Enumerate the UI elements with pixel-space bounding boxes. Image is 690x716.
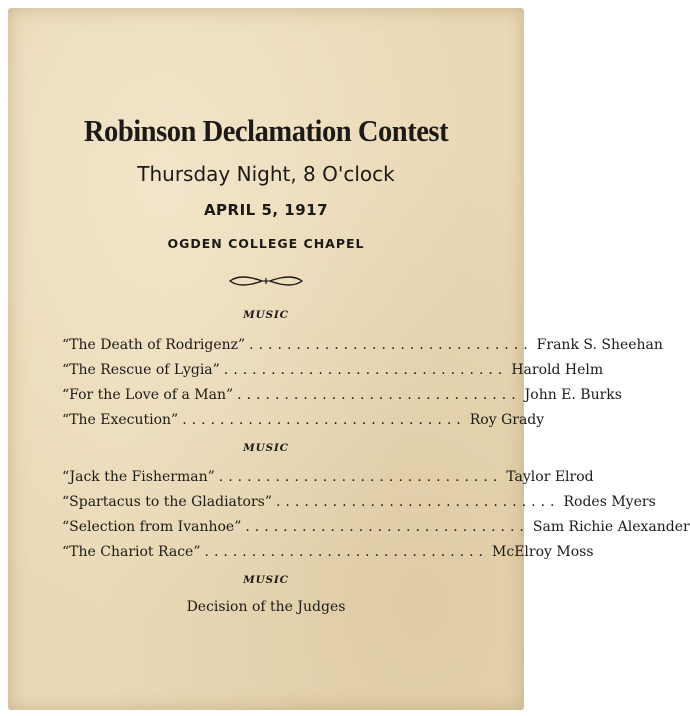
speaker-name: Harold Helm xyxy=(511,362,604,378)
speaker-name: Roy Grady xyxy=(469,412,545,428)
closing-line: Decision of the Judges xyxy=(186,599,346,615)
program-entry xyxy=(62,494,656,510)
dot-leader: .............................. xyxy=(218,469,503,485)
declamation-title: “The Execution” xyxy=(62,412,179,428)
dot-leader: .............................. xyxy=(245,519,529,535)
program-venue: OGDEN COLLEGE CHAPEL xyxy=(167,236,365,251)
program-entry xyxy=(62,544,594,560)
dot-leader: .............................. xyxy=(182,412,466,428)
program-date: APRIL 5, 1917 xyxy=(203,201,329,219)
program-entry xyxy=(62,469,594,485)
declamation-title: “Jack the Fisherman” xyxy=(62,469,215,485)
speaker-name: John E. Burks xyxy=(524,387,622,403)
dot-leader: .............................. xyxy=(237,387,521,403)
declamation-title: “The Death of Rodrigenz” xyxy=(62,337,246,353)
program-entry xyxy=(62,387,622,403)
dot-leader: .............................. xyxy=(223,362,508,378)
declamation-title: “Spartacus to the Gladiators” xyxy=(62,494,272,510)
speaker-name: Rodes Myers xyxy=(563,494,656,510)
dot-leader: .............................. xyxy=(204,544,489,560)
program-entry xyxy=(62,519,690,535)
declamation-title: “For the Love of a Man” xyxy=(62,387,234,403)
declamation-title: “The Chariot Race” xyxy=(62,544,201,560)
program-entry xyxy=(62,412,545,428)
dot-leader: .............................. xyxy=(249,337,533,353)
music-interlude-label: MUSIC xyxy=(243,442,289,454)
speaker-name: Sam Richie Alexander xyxy=(532,519,690,535)
music-interlude-label: MUSIC xyxy=(243,309,289,321)
declamation-title: “The Rescue of Lygia” xyxy=(62,362,220,378)
program-subtitle: Thursday Night, 8 O'clock xyxy=(137,162,395,186)
dot-leader: .............................. xyxy=(275,494,560,510)
declamation-title: “Selection from Ivanhoe” xyxy=(62,519,242,535)
speaker-name: Taylor Elrod xyxy=(506,469,594,485)
speaker-name: McElroy Moss xyxy=(492,544,594,560)
speaker-name: Frank S. Sheehan xyxy=(536,337,663,353)
program-title: Robinson Declamation Contest xyxy=(83,113,449,148)
ornament-icon xyxy=(228,275,304,287)
program-entry xyxy=(62,362,604,378)
program-entry xyxy=(62,337,663,353)
music-interlude-label: MUSIC xyxy=(243,574,289,586)
